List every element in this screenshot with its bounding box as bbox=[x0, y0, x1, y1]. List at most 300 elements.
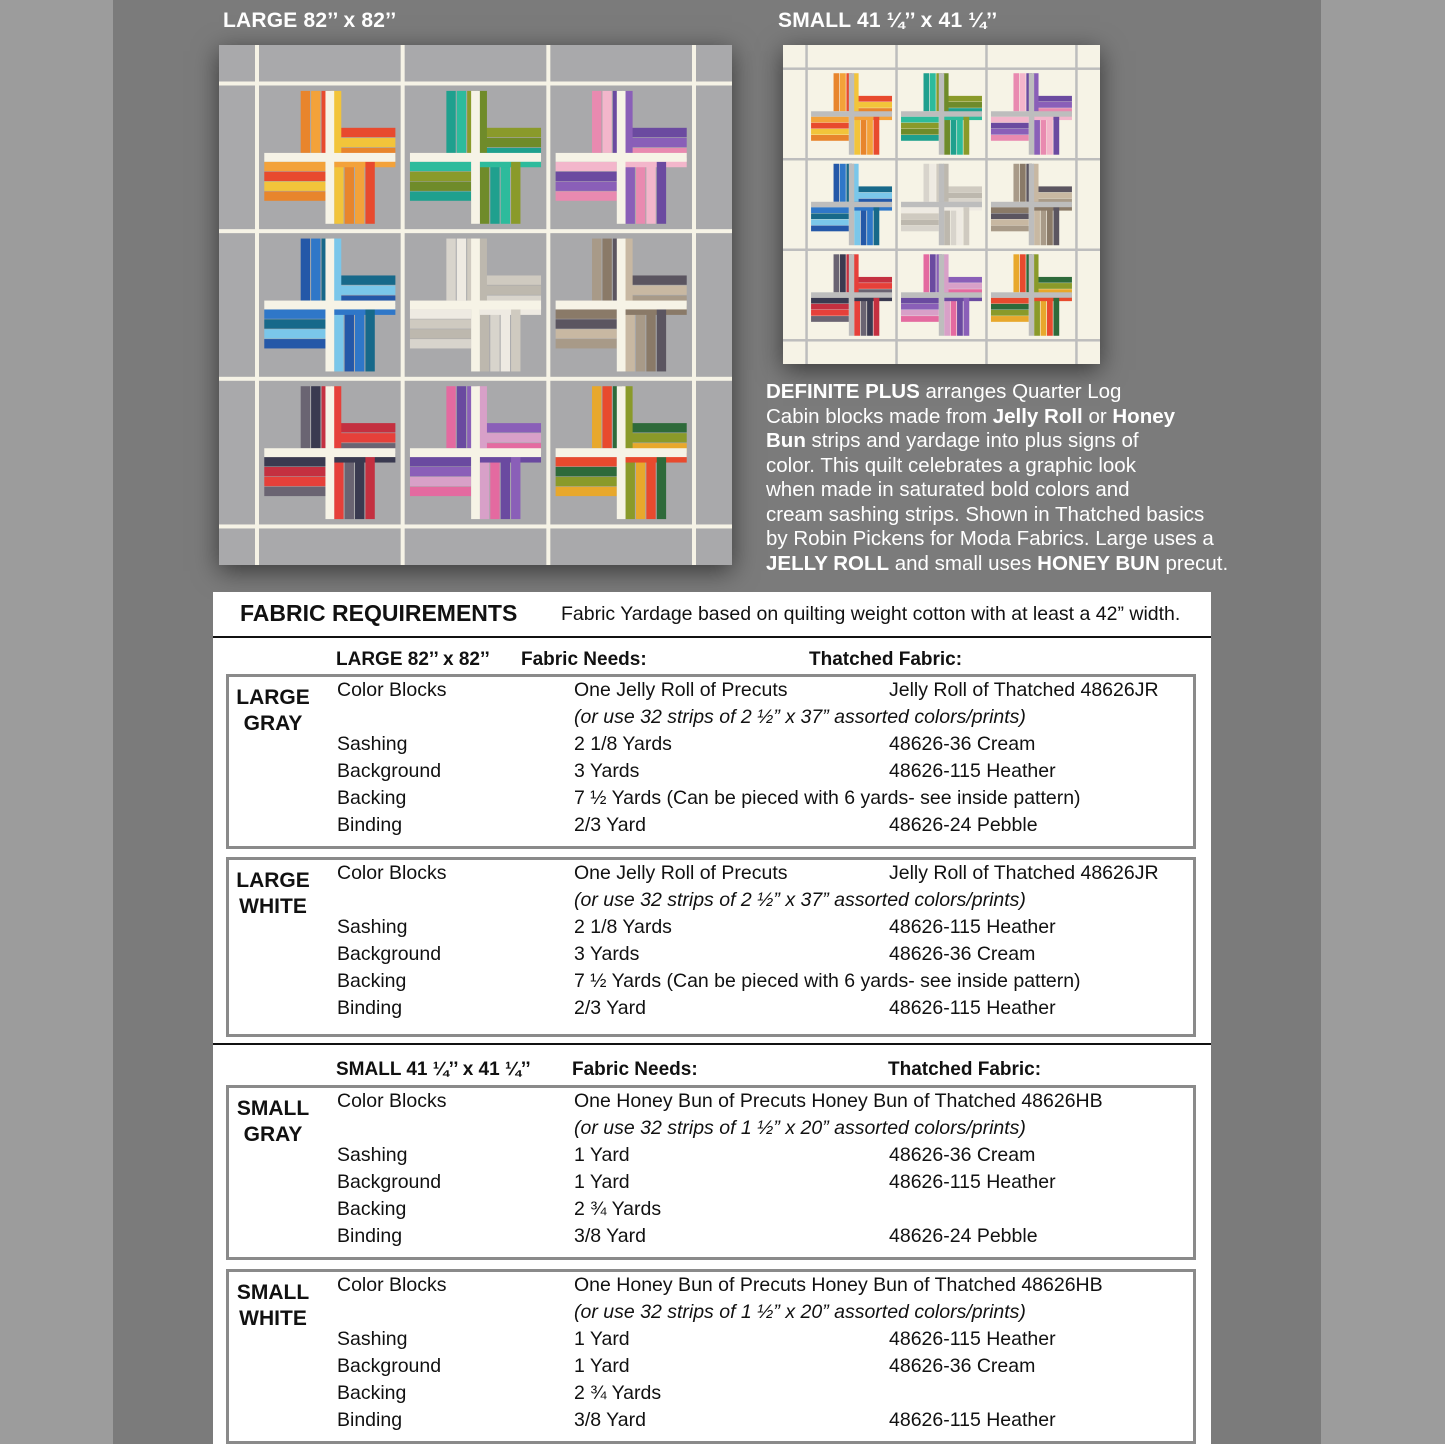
quilt-piece bbox=[991, 111, 1072, 116]
quilt-piece bbox=[646, 309, 655, 371]
requirement-row bbox=[229, 1409, 1193, 1436]
quilt-piece bbox=[840, 73, 846, 111]
quilt-piece bbox=[1034, 298, 1040, 336]
fabric-needs: 7 ½ Yards (Can be pieced with 6 yards- see inside pattern) bbox=[574, 787, 1081, 809]
quilt-piece bbox=[944, 283, 982, 289]
quilt-piece bbox=[924, 73, 930, 111]
quilt-piece bbox=[901, 123, 939, 129]
requirement-row bbox=[229, 943, 1193, 970]
quilt-piece bbox=[355, 457, 364, 519]
quilt-piece bbox=[951, 117, 957, 155]
requirement-row bbox=[229, 733, 1193, 760]
quilt-piece bbox=[264, 487, 325, 496]
quilt-piece bbox=[480, 275, 541, 284]
quilt-piece bbox=[867, 207, 873, 245]
quilt-piece bbox=[1013, 73, 1019, 111]
quilt-piece bbox=[355, 309, 364, 371]
quilt-piece bbox=[854, 193, 892, 199]
strip-note: (or use 32 strips of 2 ½” x 37” assorted colors/prints) bbox=[574, 706, 1026, 728]
item-name: Sashing bbox=[337, 733, 408, 755]
quilt-piece bbox=[783, 158, 1100, 160]
thatched-fabric: 48626-36 Cream bbox=[889, 943, 1036, 965]
large-fabric-header: Thatched Fabric: bbox=[809, 649, 963, 670]
quilt-piece bbox=[410, 329, 471, 338]
quilt-piece bbox=[854, 283, 892, 289]
item-name: Color Blocks bbox=[337, 1090, 447, 1112]
fabric-needs: One Honey Bun of Precuts Honey Bun of Thatched 48626HB bbox=[574, 1090, 1103, 1112]
quilt-piece bbox=[944, 207, 950, 245]
requirement-row bbox=[229, 1171, 1193, 1198]
quilt-piece bbox=[991, 207, 1029, 213]
quilt-piece bbox=[963, 117, 969, 155]
requirement-row bbox=[229, 1328, 1193, 1355]
quilt-piece bbox=[264, 309, 325, 318]
quilt-piece bbox=[1047, 207, 1053, 245]
quilt-piece bbox=[901, 304, 939, 310]
thatched-fabric: 48626-36 Cream bbox=[889, 1355, 1036, 1377]
fabric-needs: 1 Yard bbox=[574, 1328, 630, 1350]
quilt-piece bbox=[446, 386, 455, 448]
requirement-row bbox=[229, 916, 1193, 943]
quilt-piece bbox=[311, 91, 320, 153]
quilt-piece bbox=[1034, 117, 1040, 155]
group-name: SMALL WHITE bbox=[236, 1281, 310, 1330]
fabric-needs: 1 Yard bbox=[574, 1144, 630, 1166]
quilt-piece bbox=[556, 339, 617, 348]
requirement-row bbox=[229, 1274, 1193, 1301]
quilt-piece bbox=[901, 135, 939, 141]
quilt-piece bbox=[592, 239, 601, 301]
quilt-piece bbox=[219, 229, 732, 233]
quilt-piece bbox=[1053, 117, 1059, 155]
quilt-piece bbox=[301, 91, 310, 153]
quilt-piece bbox=[854, 186, 892, 192]
quilt-piece bbox=[490, 309, 499, 371]
quilt-piece bbox=[501, 162, 510, 224]
quilt-piece bbox=[410, 319, 471, 328]
quilt-piece bbox=[592, 386, 601, 448]
quilt-piece bbox=[480, 138, 541, 147]
quilt-piece bbox=[957, 207, 963, 245]
requirements-note: Fabric Yardage based on quilting weight cotton with at least a 42” width. bbox=[561, 603, 1181, 625]
quilt-piece bbox=[924, 254, 930, 292]
quilt-piece bbox=[811, 123, 849, 129]
fabric-needs: 2 ¾ Yards bbox=[574, 1198, 662, 1220]
quilt-piece bbox=[556, 477, 617, 486]
item-name: Sashing bbox=[337, 916, 408, 938]
quilt-piece bbox=[1041, 298, 1047, 336]
small-quilt-title: SMALL 41 ¼’’ x 41 ¼’’ bbox=[778, 9, 998, 32]
item-name: Backing bbox=[337, 1382, 407, 1404]
quilt-piece bbox=[1053, 207, 1059, 245]
thatched-fabric: 48626-24 Pebble bbox=[889, 1225, 1038, 1247]
item-name: Backing bbox=[337, 787, 407, 809]
large-needs-header: Fabric Needs: bbox=[521, 649, 647, 670]
quilt-piece bbox=[944, 277, 982, 283]
quilt-piece bbox=[854, 298, 860, 336]
quilt-piece bbox=[811, 135, 849, 141]
quilt-piece bbox=[501, 457, 510, 519]
quilt-piece bbox=[511, 309, 520, 371]
requirement-row bbox=[229, 889, 1193, 916]
quilt-piece bbox=[867, 117, 873, 155]
quilt-piece bbox=[334, 162, 343, 224]
quilt-piece bbox=[854, 117, 860, 155]
quilt-piece bbox=[264, 339, 325, 348]
quilt-piece bbox=[861, 298, 867, 336]
small-size-header: SMALL 41 ¼’’ x 41 ¼’’ bbox=[336, 1059, 531, 1080]
item-name: Background bbox=[337, 760, 442, 782]
quilt-piece bbox=[861, 207, 867, 245]
quilt-piece bbox=[480, 128, 541, 137]
quilt-piece bbox=[1034, 283, 1072, 289]
quilt-piece bbox=[1020, 164, 1026, 202]
quilt-piece bbox=[219, 377, 732, 381]
fabric-needs: 2 1/8 Yards bbox=[574, 916, 672, 938]
group-name: LARGE GRAY bbox=[236, 686, 310, 735]
quilt-piece bbox=[636, 457, 645, 519]
quilt-piece bbox=[811, 207, 849, 213]
quilt-piece bbox=[556, 457, 617, 466]
quilt-piece bbox=[874, 117, 880, 155]
quilt-piece bbox=[1013, 254, 1019, 292]
quilt-piece bbox=[264, 448, 395, 457]
quilt-piece bbox=[1034, 102, 1072, 108]
quilt-piece bbox=[410, 309, 471, 318]
quilt-piece bbox=[626, 162, 635, 224]
quilt-piece bbox=[1034, 207, 1040, 245]
quilt-piece bbox=[334, 457, 343, 519]
small-quilt-image bbox=[783, 45, 1100, 364]
quilt-piece bbox=[944, 96, 982, 102]
quilt-piece bbox=[854, 277, 892, 283]
item-name: Background bbox=[337, 1171, 442, 1193]
quilt-piece bbox=[811, 310, 849, 316]
quilt-piece bbox=[556, 309, 617, 318]
quilt-piece bbox=[501, 309, 510, 371]
requirement-row bbox=[229, 970, 1193, 997]
quilt-piece bbox=[556, 467, 617, 476]
quilt-piece bbox=[345, 457, 354, 519]
quilt-piece bbox=[901, 213, 939, 219]
quilt-piece bbox=[1020, 254, 1026, 292]
requirement-row bbox=[229, 1117, 1193, 1144]
quilt-piece bbox=[991, 226, 1029, 232]
quilt-piece bbox=[264, 457, 325, 466]
quilt-piece bbox=[957, 298, 963, 336]
quilt-piece bbox=[480, 162, 489, 224]
quilt-piece bbox=[410, 448, 541, 457]
quilt-piece bbox=[556, 487, 617, 496]
quilt-piece bbox=[646, 457, 655, 519]
quilt-piece bbox=[301, 239, 310, 301]
quilt-piece bbox=[556, 182, 617, 191]
quilt-piece bbox=[811, 219, 849, 225]
item-name: Color Blocks bbox=[337, 1274, 447, 1296]
fabric-needs: One Jelly Roll of Precuts bbox=[574, 679, 788, 701]
quilt-piece bbox=[556, 153, 687, 162]
fabric-needs: 1 Yard bbox=[574, 1171, 630, 1193]
large-quilt-image bbox=[219, 45, 732, 565]
quilt-piece bbox=[944, 186, 982, 192]
quilt-piece bbox=[991, 135, 1029, 141]
quilt-piece bbox=[410, 301, 541, 310]
group-name: LARGE WHITE bbox=[236, 869, 310, 918]
quilt-piece bbox=[963, 298, 969, 336]
requirement-row bbox=[229, 787, 1193, 814]
thatched-fabric: Jelly Roll of Thatched 48626JR bbox=[889, 679, 1159, 701]
quilt-piece bbox=[901, 292, 982, 297]
requirement-row bbox=[229, 997, 1193, 1024]
quilt-piece bbox=[901, 207, 939, 213]
quilt-piece bbox=[944, 193, 982, 199]
quilt-piece bbox=[626, 433, 687, 442]
quilt-piece bbox=[365, 309, 374, 371]
quilt-piece bbox=[930, 254, 936, 292]
quilt-piece bbox=[991, 129, 1029, 135]
quilt-piece bbox=[901, 219, 939, 225]
large-quilt-title: LARGE 82’’ x 82’’ bbox=[223, 9, 397, 32]
requirement-row bbox=[229, 814, 1193, 841]
quilt-piece bbox=[901, 298, 939, 304]
item-name: Color Blocks bbox=[337, 679, 447, 701]
thatched-fabric: 48626-115 Heather bbox=[889, 760, 1056, 782]
quilt-piece bbox=[901, 111, 982, 116]
quilt-piece bbox=[861, 117, 867, 155]
quilt-piece bbox=[457, 91, 466, 153]
quilt-piece bbox=[957, 117, 963, 155]
quilt-piece bbox=[602, 91, 611, 153]
fabric-needs: 1 Yard bbox=[574, 1355, 630, 1377]
quilt-piece bbox=[345, 162, 354, 224]
quilt-piece bbox=[811, 298, 849, 304]
quilt-piece bbox=[991, 219, 1029, 225]
group-name: SMALL GRAY bbox=[236, 1097, 310, 1146]
quilt-piece bbox=[365, 457, 374, 519]
requirement-row bbox=[229, 679, 1193, 706]
small-needs-header: Fabric Needs: bbox=[572, 1059, 698, 1080]
requirements-group bbox=[226, 1269, 1196, 1444]
requirement-row bbox=[229, 1225, 1193, 1252]
thatched-fabric: 48626-115 Heather bbox=[889, 1328, 1056, 1350]
quilt-piece bbox=[264, 301, 395, 310]
quilt-piece bbox=[301, 386, 310, 448]
fabric-needs: 2/3 Yard bbox=[574, 814, 646, 836]
large-size-header: LARGE 82’’ x 82’’ bbox=[336, 649, 490, 670]
quilt-piece bbox=[626, 285, 687, 294]
quilt-piece bbox=[811, 226, 849, 232]
strip-note: (or use 32 strips of 2 ½” x 37” assorted colors/prints) bbox=[574, 889, 1026, 911]
quilt-piece bbox=[1041, 117, 1047, 155]
item-name: Backing bbox=[337, 1198, 407, 1220]
quilt-piece bbox=[924, 164, 930, 202]
requirements-group bbox=[226, 857, 1196, 1037]
fabric-needs: 7 ½ Yards (Can be pieced with 6 yards- see inside pattern) bbox=[574, 970, 1081, 992]
quilt-piece bbox=[264, 319, 325, 328]
item-name: Backing bbox=[337, 970, 407, 992]
quilt-piece bbox=[854, 102, 892, 108]
quilt-piece bbox=[874, 207, 880, 245]
requirement-row bbox=[229, 1382, 1193, 1409]
quilt-piece bbox=[410, 477, 471, 486]
quilt-piece bbox=[410, 191, 471, 200]
quilt-piece bbox=[951, 207, 957, 245]
quilt-piece bbox=[264, 172, 325, 181]
quilt-piece bbox=[991, 117, 1029, 123]
quilt-piece bbox=[944, 117, 950, 155]
quilt-piece bbox=[626, 128, 687, 137]
requirements-group bbox=[226, 674, 1196, 849]
quilt-piece bbox=[334, 309, 343, 371]
fabric-needs: 3/8 Yard bbox=[574, 1225, 646, 1247]
quilt-piece bbox=[1034, 193, 1072, 199]
requirement-row bbox=[229, 1198, 1193, 1225]
quilt-piece bbox=[811, 111, 892, 116]
quilt-piece bbox=[692, 45, 696, 565]
thatched-fabric: 48626-115 Heather bbox=[889, 916, 1056, 938]
quilt-piece bbox=[264, 182, 325, 191]
quilt-piece bbox=[264, 329, 325, 338]
quilt-piece bbox=[410, 172, 471, 181]
quilt-piece bbox=[834, 254, 840, 292]
quilt-piece bbox=[985, 45, 987, 364]
quilt-piece bbox=[219, 81, 732, 85]
quilt-piece bbox=[901, 202, 982, 207]
quilt-piece bbox=[264, 467, 325, 476]
quilt-piece bbox=[1034, 96, 1072, 102]
quilt-piece bbox=[410, 457, 471, 466]
quilt-piece bbox=[457, 386, 466, 448]
quilt-piece bbox=[1047, 117, 1053, 155]
quilt-piece bbox=[657, 309, 666, 371]
quilt-piece bbox=[811, 202, 892, 207]
requirement-row bbox=[229, 862, 1193, 889]
quilt-piece bbox=[895, 45, 897, 364]
quilt-piece bbox=[811, 292, 892, 297]
quilt-piece bbox=[546, 45, 550, 565]
quilt-piece bbox=[602, 239, 611, 301]
quilt-piece bbox=[1034, 186, 1072, 192]
quilt-piece bbox=[626, 309, 635, 371]
quilt-piece bbox=[811, 117, 849, 123]
quilt-piece bbox=[480, 433, 541, 442]
thatched-fabric: 48626-115 Heather bbox=[889, 1409, 1056, 1431]
pattern-name: DEFINITE PLUS bbox=[766, 380, 920, 403]
quilt-piece bbox=[556, 191, 617, 200]
quilt-piece bbox=[556, 162, 617, 171]
quilt-piece bbox=[944, 102, 982, 108]
thatched-fabric: Jelly Roll of Thatched 48626JR bbox=[889, 862, 1159, 884]
quilt-piece bbox=[410, 162, 471, 171]
quilt-piece bbox=[457, 239, 466, 301]
quilt-piece bbox=[657, 457, 666, 519]
pattern-description: DEFINITE PLUS arranges Quarter Log Cabin blocks made from Jelly Roll or Honey Bun strips and yardage into plus signs of color. This quilt celebrates a graphic look when made in saturated bold colors and cream sashing strips. Shown in Thatched basics by Robin Pickens for Moda Fabrics. Large uses a JELLY ROLL and small uses HONEY BUN precut. bbox=[766, 380, 1229, 575]
quilt-piece bbox=[930, 73, 936, 111]
quilt-piece bbox=[334, 423, 395, 432]
quilt-piece bbox=[867, 298, 873, 336]
quilt-piece bbox=[480, 457, 489, 519]
quilt-piece bbox=[1013, 164, 1019, 202]
small-fabric-header: Thatched Fabric: bbox=[888, 1059, 1042, 1080]
quilt-piece bbox=[834, 73, 840, 111]
quilt-piece bbox=[410, 153, 541, 162]
quilt-piece bbox=[834, 164, 840, 202]
quilt-piece bbox=[1041, 207, 1047, 245]
item-name: Sashing bbox=[337, 1328, 408, 1350]
quilt-piece bbox=[811, 129, 849, 135]
quilt-piece bbox=[556, 301, 687, 310]
thatched-fabric: 48626-36 Cream bbox=[889, 1144, 1036, 1166]
quilt-piece bbox=[811, 316, 849, 322]
quilt-piece bbox=[901, 316, 939, 322]
quilt-piece bbox=[311, 239, 320, 301]
quilt-piece bbox=[219, 524, 732, 528]
quilt-piece bbox=[626, 457, 635, 519]
thatched-fabric: 48626-115 Heather bbox=[889, 1171, 1056, 1193]
quilt-piece bbox=[811, 213, 849, 219]
quilt-piece bbox=[1034, 277, 1072, 283]
quilt-piece bbox=[626, 138, 687, 147]
quilt-piece bbox=[991, 202, 1072, 207]
quilt-piece bbox=[446, 91, 455, 153]
quilt-piece bbox=[646, 162, 655, 224]
quilt-piece bbox=[365, 162, 374, 224]
quilt-piece bbox=[805, 45, 807, 364]
quilt-piece bbox=[410, 182, 471, 191]
requirement-row bbox=[229, 1355, 1193, 1382]
quilt-piece bbox=[480, 309, 489, 371]
quilt-piece bbox=[626, 423, 687, 432]
quilt-piece bbox=[991, 213, 1029, 219]
fabric-needs: 3 Yards bbox=[574, 943, 640, 965]
quilt-piece bbox=[991, 304, 1029, 310]
quilt-piece bbox=[490, 457, 499, 519]
quilt-piece bbox=[264, 153, 395, 162]
quilt-piece bbox=[901, 310, 939, 316]
fabric-requirements bbox=[213, 592, 1211, 1444]
item-name: Color Blocks bbox=[337, 862, 447, 884]
quilt-piece bbox=[556, 448, 687, 457]
item-name: Binding bbox=[337, 1225, 403, 1247]
thatched-fabric: 48626-115 Heather bbox=[889, 997, 1056, 1019]
quilt-piece bbox=[1047, 298, 1053, 336]
quilt-piece bbox=[446, 239, 455, 301]
quilt-piece bbox=[511, 457, 520, 519]
quilt-piece bbox=[944, 298, 950, 336]
quilt-piece bbox=[592, 91, 601, 153]
fabric-needs: 2/3 Yard bbox=[574, 997, 646, 1019]
quilt-piece bbox=[345, 309, 354, 371]
quilt-piece bbox=[811, 304, 849, 310]
quilt-piece bbox=[963, 207, 969, 245]
quilt-piece bbox=[901, 129, 939, 135]
requirements-header bbox=[213, 592, 1211, 638]
quilt-piece bbox=[401, 45, 405, 565]
quilt-piece bbox=[951, 298, 957, 336]
requirement-row bbox=[229, 706, 1193, 733]
quilt-piece bbox=[783, 339, 1100, 341]
fabric-needs: One Jelly Roll of Precuts bbox=[574, 862, 788, 884]
item-name: Binding bbox=[337, 997, 403, 1019]
quilt-piece bbox=[556, 172, 617, 181]
quilt-piece bbox=[626, 275, 687, 284]
quilt-piece bbox=[410, 487, 471, 496]
quilt-piece bbox=[480, 285, 541, 294]
section-divider bbox=[213, 1043, 1211, 1045]
quilt-piece bbox=[556, 329, 617, 338]
quilt-piece bbox=[334, 138, 395, 147]
quilt-piece bbox=[930, 164, 936, 202]
